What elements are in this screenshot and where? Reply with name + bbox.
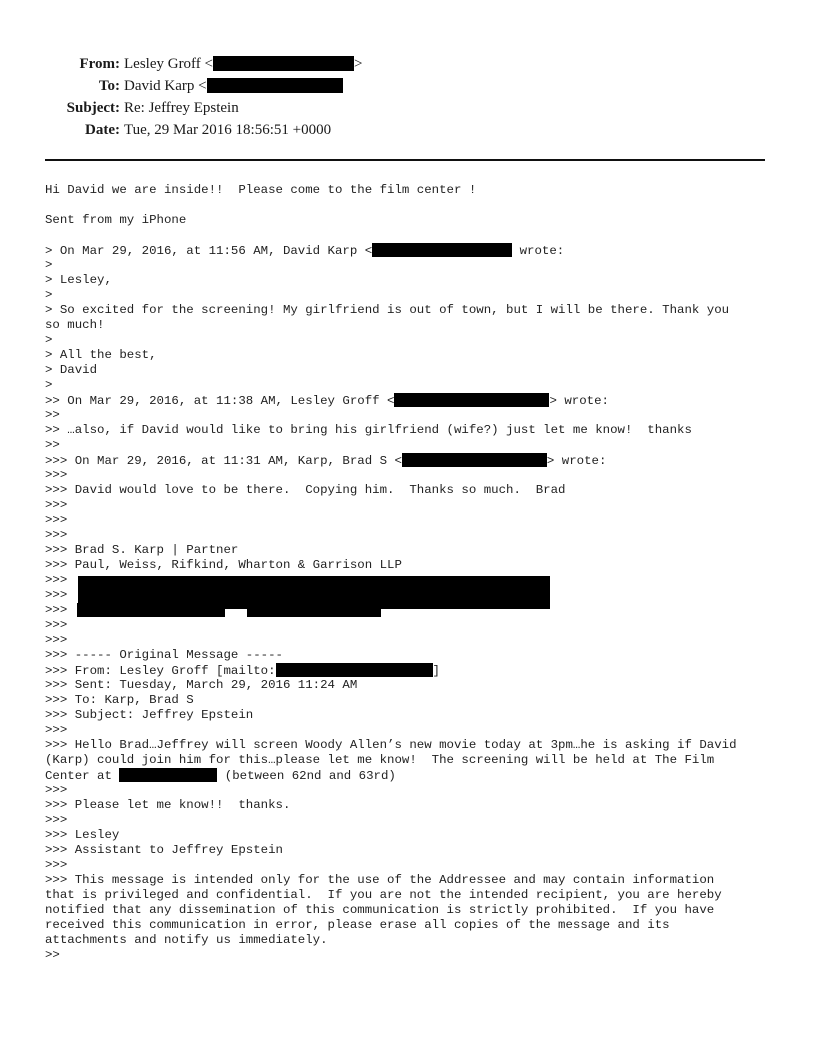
- body-line: >>> David would love to be there. Copying him. Thanks so much. Brad: [45, 483, 566, 497]
- body-line: >>> Assistant to Jeffrey Epstein: [45, 843, 283, 857]
- body-line: >: [45, 378, 53, 392]
- body-line: > Lesley,: [45, 273, 112, 287]
- body-line: Hi David we are inside!! Please come to the film center !: [45, 183, 477, 197]
- signature-line: >>> Paul, Weiss, Rifkind, Wharton & Garrison LLP: [45, 558, 402, 572]
- disclaimer-line: attachments and notify us immediately.: [45, 933, 328, 947]
- body-line: >: [45, 333, 53, 347]
- to-name: David Karp <: [124, 78, 207, 94]
- body-line: >>>: [45, 513, 68, 527]
- subject-label: Subject:: [66, 100, 120, 116]
- email-body: [45, 183, 775, 963]
- body-line: >>>: [45, 813, 68, 827]
- subject-value: Re: Jeffrey Epstein: [124, 100, 239, 116]
- from-label: From:: [79, 56, 120, 72]
- quote-header-tail: > wrote:: [549, 394, 609, 408]
- body-line: >>> Subject: Jeffrey Epstein: [45, 708, 254, 722]
- body-line: (Karp) could join him for this…please let me know! The screening will be held at The Film: [45, 753, 715, 767]
- subject-row: [0, 97, 816, 119]
- redaction-box: [213, 56, 354, 71]
- signature-line: >>> Brad S. Karp | Partner: [45, 543, 239, 557]
- from-value: [124, 53, 362, 75]
- body-line: >>>: [45, 858, 68, 872]
- quote-from-tail: ]: [432, 664, 440, 678]
- body-line: > All the best,: [45, 348, 157, 362]
- quote-header-tail: wrote:: [512, 244, 565, 258]
- quote-header-text: >>> On Mar 29, 2016, at 11:31 AM, Karp, Brad S <: [45, 454, 402, 468]
- redaction-box: [372, 243, 512, 257]
- body-line: >>> Lesley: [45, 828, 120, 842]
- body-line: Sent from my iPhone: [45, 213, 187, 227]
- quote-from-text: >>> From: Lesley Groff [mailto:: [45, 664, 276, 678]
- body-line: >>>: [45, 528, 68, 542]
- to-label: To:: [98, 78, 120, 94]
- header-divider: [45, 159, 765, 161]
- body-line: >>> Hello Brad…Jeffrey will screen Woody Allen’s new movie today at 3pm…he is asking if David: [45, 738, 737, 752]
- body-line: >>>: [45, 633, 68, 647]
- redaction-block: [247, 603, 381, 617]
- body-line: >>: [45, 408, 60, 422]
- to-row: [0, 75, 816, 97]
- redaction-block: [77, 603, 225, 617]
- disclaimer-line: notified that any dissemination of this communication is strictly prohibited. If you have: [45, 903, 715, 917]
- quote-header-text: > On Mar 29, 2016, at 11:56 AM, David Karp <: [45, 244, 373, 258]
- body-line: >>>: [45, 573, 68, 587]
- quote-header-text: >> On Mar 29, 2016, at 11:38 AM, Lesley Groff <: [45, 394, 395, 408]
- body-line: >> …also, if David would like to bring his girlfriend (wife?) just let me know! thanks: [45, 423, 692, 437]
- blank-line: [45, 228, 775, 243]
- from-suffix: >: [354, 56, 363, 72]
- redaction-box: [394, 393, 549, 407]
- disclaimer-line: >>> This message is intended only for the use of the Addressee and may contain information: [45, 873, 715, 887]
- disclaimer-line: received this communication in error, please erase all copies of the message and its: [45, 918, 670, 932]
- body-line: >>> Sent: Tuesday, March 29, 2016 11:24 AM: [45, 678, 358, 692]
- quote-header-line: [45, 453, 775, 468]
- quote-header-tail: > wrote:: [546, 454, 607, 468]
- quote-header-line: [45, 393, 775, 408]
- body-line: >>>: [45, 783, 68, 797]
- date-row: [0, 119, 816, 141]
- body-line: >>>: [45, 468, 68, 482]
- blank-line: [45, 198, 775, 213]
- body-line: so much!: [45, 318, 105, 332]
- body-line: >: [45, 288, 53, 302]
- address-text: Center at: [45, 769, 120, 783]
- body-line: >: [45, 258, 53, 272]
- quote-from-line: [45, 663, 775, 678]
- body-line: >>> To: Karp, Brad S: [45, 693, 194, 707]
- body-line: >>>: [45, 498, 68, 512]
- quote-header-line: [45, 243, 775, 258]
- redaction-box: [207, 78, 343, 93]
- address-tail: (between 62nd and 63rd): [217, 769, 396, 783]
- email-header: [0, 53, 816, 141]
- body-line: >>>: [45, 588, 68, 602]
- redaction-box: [276, 663, 433, 677]
- address-line: [45, 768, 775, 783]
- body-line: >>> Please let me know!! thanks.: [45, 798, 291, 812]
- body-line: > David: [45, 363, 98, 377]
- body-line: >>>: [45, 603, 68, 617]
- body-line: >>> ----- Original Message -----: [45, 648, 283, 662]
- date-value: Tue, 29 Mar 2016 18:56:51 +0000: [124, 122, 332, 138]
- body-line: > So excited for the screening! My girlfriend is out of town, but I will be there. Thank you: [45, 303, 730, 317]
- date-label: Date:: [85, 122, 120, 138]
- body-line: >>>: [45, 723, 68, 737]
- redaction-box: [119, 768, 217, 782]
- body-line: >>: [45, 438, 60, 452]
- redaction-box: [402, 453, 547, 467]
- from-name: Lesley Groff <: [124, 56, 213, 72]
- body-line: >>: [45, 948, 60, 962]
- from-row: [0, 53, 816, 75]
- body-line: >>>: [45, 618, 68, 632]
- to-value: [124, 75, 343, 97]
- disclaimer-line: that is privileged and confidential. If you are not the intended recipient, you are hereby: [45, 888, 722, 902]
